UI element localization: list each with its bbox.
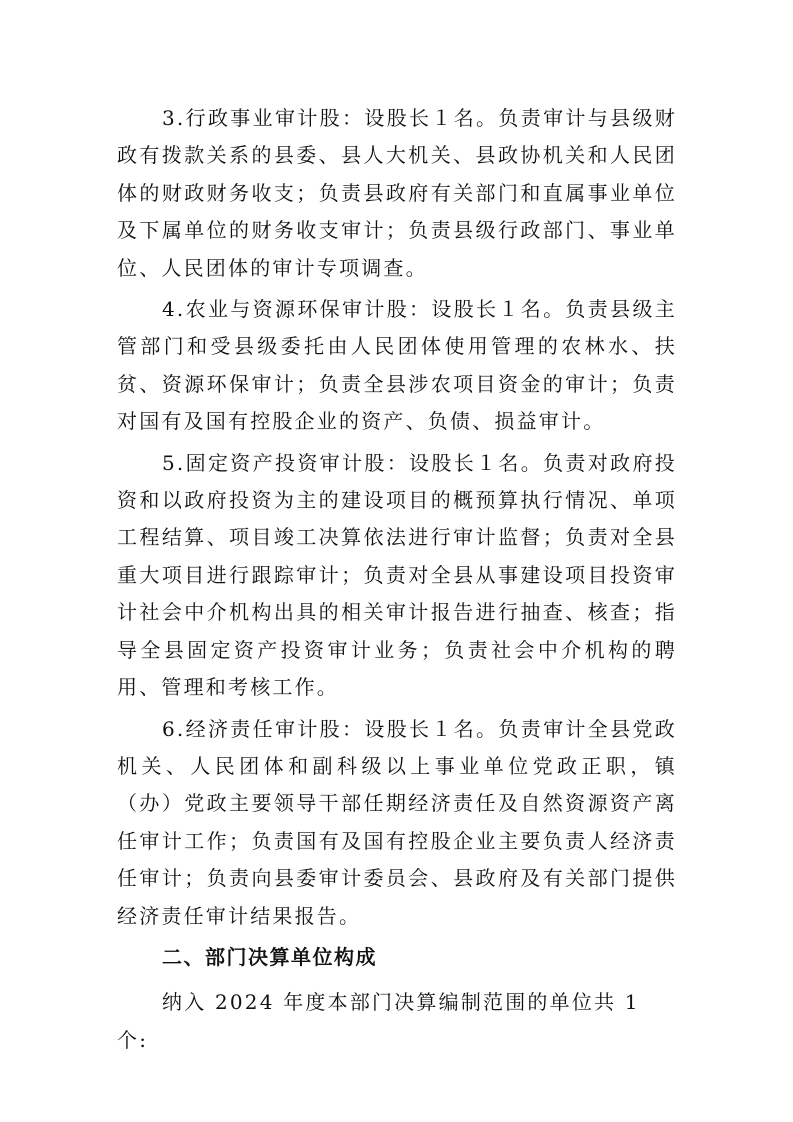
paragraph-fixed-asset-audit: 5.固定资产投资审计股：设股长１名。负责对政府投资和以政府投资为主的建设项目的概预算执行情况、单项工程结算、项目竣工决算依法进行审计监督；负责对全县重大项目进行跟踪审计；负责对全县从事建设项目投资审计社会中介机构出具的相关审计报告进行抽查、核查；指导全县固定资产投资审计业务；负责社会中介机构的聘用、管理和考核工作。 bbox=[117, 450, 677, 700]
paragraph-agriculture-audit: 4.农业与资源环保审计股：设股长１名。负责县级主管部门和受县级委托由人民团体使用管理的农林水、扶贫、资源环保审计；负责全县涉农项目资金的审计；负责对国有及国有控股企业的资产、负债、损益审计。 bbox=[117, 297, 677, 434]
paragraph-economic-responsibility-audit: 6.经济责任审计股：设股长１名。负责审计全县党政机关、人民团体和副科级以上事业单位党政正职，镇（办）党政主要领导干部任期经济责任及自然资源资产离任审计工作；负责国有及国有控股企业主要负责人经济责任审计；负责向县委审计委员会、县政府及有关部门提供经济责任审计结果报告。 bbox=[117, 716, 677, 928]
scope-sentence: 纳入 2024 年度本部门决算编制范围的单位共 1 个: bbox=[117, 990, 640, 1052]
paragraph-administrative-audit: 3.行政事业审计股：设股长１名。负责审计与县级财政有拨款关系的县委、县人大机关、县政协机关和人民团体的财政财务收支；负责县政府有关部门和直属事业单位及下属单位的财务收支审计；负责县级行政部门、事业单位、人民团体的审计专项调查。 bbox=[117, 106, 677, 280]
section-heading: 二、部门决算单位构成 bbox=[162, 944, 377, 969]
document-body bbox=[117, 100, 677, 1059]
